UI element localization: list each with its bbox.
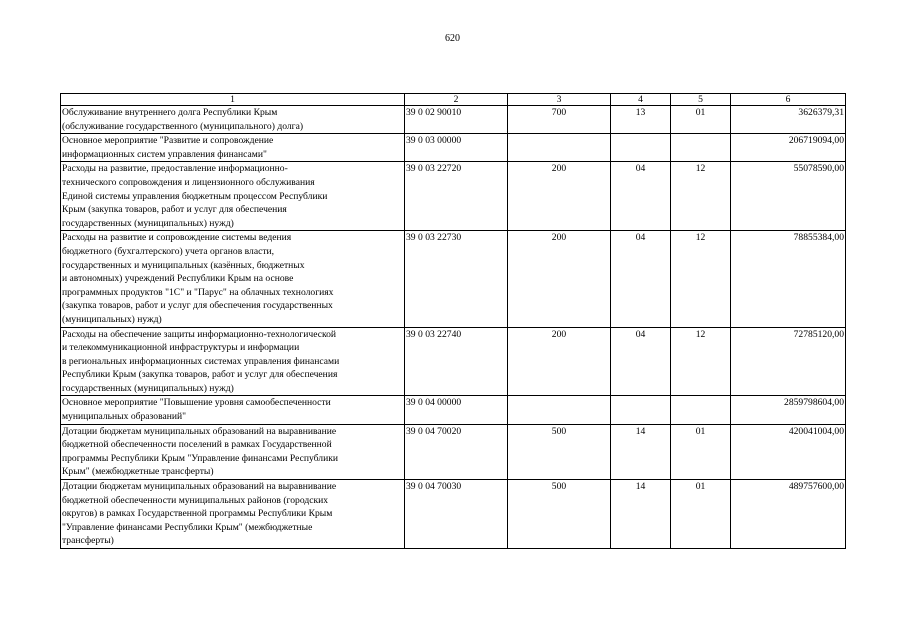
row-expense-type: 200 (508, 231, 611, 327)
row-subsection: 01 (671, 424, 731, 479)
row-target-code: 39 0 04 00000 (405, 396, 508, 424)
row-target-code: 39 0 04 70030 (405, 480, 508, 549)
table-row (61, 396, 846, 424)
row-description: Основное мероприятие "Развитие и сопровождение информационных систем управления финансами" (61, 134, 405, 162)
row-subsection: 01 (671, 480, 731, 549)
row-subsection: 12 (671, 327, 731, 396)
column-header: 1 (61, 94, 405, 106)
table-header-row (61, 94, 846, 106)
row-target-code: 39 0 04 70020 (405, 424, 508, 479)
row-target-code: 39 0 03 22720 (405, 162, 508, 231)
table-row (61, 424, 846, 479)
row-target-code: 39 0 02 90010 (405, 106, 508, 134)
table-row (61, 162, 846, 231)
row-section (611, 134, 671, 162)
row-description: Расходы на развитие, предоставление информационно- технического сопровождения и лицензионного обслуживания Единой системы управления бюджетным процессом Республики Крым (закупка товаров, работ и услуг для обеспечения государственных (муниципальных) нужд) (61, 162, 405, 231)
row-description: Расходы на обеспечение защиты информационно-технологической и телекоммуникационной инфраструктуры и информации в региональных информационных системах управления финансами Республики Крым (закупка товаров, работ и услуг для обеспечения государственных (муниципальных) нужд) (61, 327, 405, 396)
table-row (61, 327, 846, 396)
budget-table (60, 93, 846, 549)
row-section: 14 (611, 480, 671, 549)
row-subsection: 12 (671, 231, 731, 327)
table-row (61, 106, 846, 134)
row-section: 04 (611, 162, 671, 231)
column-header: 6 (731, 94, 846, 106)
row-expense-type: 500 (508, 424, 611, 479)
table-row (61, 231, 846, 327)
row-description: Дотации бюджетам муниципальных образований на выравнивание бюджетной обеспеченности поселений в рамках Государственной программы Республики Крым "Управление финансами Республики Крым" (межбюджетные трансферты) (61, 424, 405, 479)
row-amount: 206719094,00 (731, 134, 846, 162)
row-expense-type: 200 (508, 162, 611, 231)
row-expense-type: 700 (508, 106, 611, 134)
row-section (611, 396, 671, 424)
row-target-code: 39 0 03 22730 (405, 231, 508, 327)
column-header: 2 (405, 94, 508, 106)
row-section: 13 (611, 106, 671, 134)
row-expense-type: 200 (508, 327, 611, 396)
row-subsection: 12 (671, 162, 731, 231)
row-section: 14 (611, 424, 671, 479)
row-section: 04 (611, 231, 671, 327)
row-expense-type (508, 396, 611, 424)
row-amount: 3626379,31 (731, 106, 846, 134)
row-subsection: 01 (671, 106, 731, 134)
row-description: Расходы на развитие и сопровождение системы ведения бюджетного (бухгалтерского) учета органов власти, государственных и муниципальных (казённых, бюджетных и автономных) учреждений Республики Крым на основе программных продуктов "1С" и "Парус" на облачных технологиях (закупка товаров, работ и услуг для обеспечения государственных (муниципальных) нужд) (61, 231, 405, 327)
row-amount: 420041004,00 (731, 424, 846, 479)
table-row (61, 480, 846, 549)
row-target-code: 39 0 03 22740 (405, 327, 508, 396)
row-target-code: 39 0 03 00000 (405, 134, 508, 162)
row-amount: 55078590,00 (731, 162, 846, 231)
row-amount: 72785120,00 (731, 327, 846, 396)
row-amount: 489757600,00 (731, 480, 846, 549)
row-subsection (671, 134, 731, 162)
row-description: Обслуживание внутреннего долга Республики Крым (обслуживание государственного (муниципального) долга) (61, 106, 405, 134)
page-number: 620 (445, 33, 460, 44)
row-section: 04 (611, 327, 671, 396)
row-description: Основное мероприятие "Повышение уровня самообеспеченности муниципальных образований" (61, 396, 405, 424)
column-header: 5 (671, 94, 731, 106)
row-subsection (671, 396, 731, 424)
row-expense-type: 500 (508, 480, 611, 549)
column-header: 3 (508, 94, 611, 106)
column-header: 4 (611, 94, 671, 106)
table-row (61, 134, 846, 162)
row-amount: 78855384,00 (731, 231, 846, 327)
row-amount: 2859798604,00 (731, 396, 846, 424)
row-expense-type (508, 134, 611, 162)
row-description: Дотации бюджетам муниципальных образований на выравнивание бюджетной обеспеченности муниципальных районов (городских округов) в рамках Государственной программы Республики Крым "Управление финансами Республики Крым" (межбюджетные трансферты) (61, 480, 405, 549)
